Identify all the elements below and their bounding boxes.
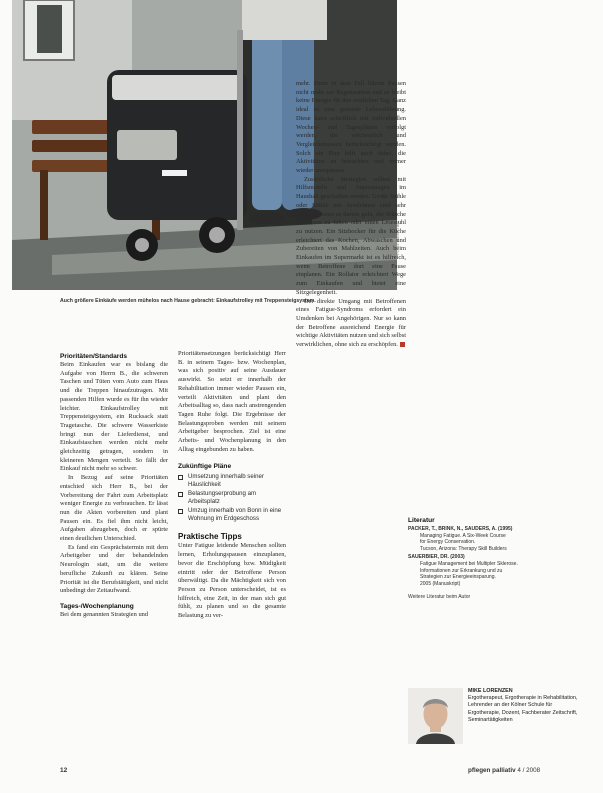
paragraph-col3-c: Der direkte Umgang mit Betroffenen eines Fatigue-Syndroms erfordert ein Umdenken bei Angehörigen. Nur so kann der Betroffene ausreichend Energie für wichtige Aktivitäten nutzen und sich selbst verwirklichen, ohne sich zu erschöpfen. [296, 297, 406, 349]
goals-list [178, 473, 286, 523]
checkbox-icon [178, 492, 183, 497]
paragraph-col3-b: Zusätzliche Strategien sollten mit Hilfsmitteln und Anpassungen im Haushalt geschaffen werden. Große Stühle oder Stühle mit Armlehnen sind sehr nützlich, wenn es darum geht, die Wäsche im Sitzen zu falten oder einen Lesestuhl zu nutzen. Ein Sitzhocker für die Küche erleichtert das Kochen, Abwaschen und Zubereiten von Mahlzeiten. Auch beim Einkaufen im Supermarkt ist es hilfreich, wenn Betroffene dort eine Pause einplanen. Ein Rollator erleichtert Wege zum Einkaufen und bietet eine Sitzgelegenheit. [296, 175, 406, 296]
paragraph-tages: Bei dem genannten Strategien und [60, 610, 149, 618]
literature-box [408, 517, 568, 600]
author-bio [468, 688, 578, 724]
author-name: MIKE LORENZEN [468, 688, 513, 694]
journal-footer [468, 767, 540, 774]
paragraph-col3-a: mehr. Denn in dem Fall führen Pausen nicht mehr zur Regeneration und es bleibt keine Energie für den restlichen Tag. Ganz ideal ist eine gesunde Lebensführung. Diese kann schriftlich mit individuellen Wochen- und Tagesplänen verfolgt werden, die wöchentlich und Vergleichsmessen berücksichtigt werden. Solch ein Plan hilft auch dabei, die Aktivitäten zu betrachten und immer wieder anzupassen. [296, 80, 406, 175]
photo-caption: Auch größere Einkäufe werden mühelos nach Hause gebracht: Einkaufstrolley mit Treppensteigsystem. [60, 298, 316, 304]
literature-entry: PACKER, T., BRINK, N., SAUDERS, A. (1995) Managing Fatigue. A Six-Week Course for Energy Conservation. Tucson, Arizona: Therapy Skill Builders [408, 526, 513, 552]
column-3 [296, 80, 406, 350]
goal-item: Umsetzung innerhalb seiner Häuslichkeit [178, 473, 286, 489]
goal-item: Umzug innerhalb von Bonn in eine Wohnung im Erdgeschoss [178, 507, 286, 523]
goal-item: Belastungserprobung am Arbeitsplatz [178, 490, 286, 506]
checkbox-icon [178, 509, 183, 514]
author-description: Ergotherapeut, Ergotherapie in Rehabilitation, Lehrender an der Kölner Schule für Ergotherapie, Dozent, Fachberater Zeitschrift, Seminartätigkeiten [468, 695, 578, 723]
paragraph-col2-cont: Prioritätensetzungen berücksichtigt Herr B. in seinem Tages- bzw. Wochenplan, was sich positiv auf seine Ausdauer auswirkt. So setzt er innerhalb der Rehabilitation immer wieder Pausen ein, verteilt Aktivitäten und plant den Arbeitsalltag so, dass nach anstrengenden Tagen Ruhe folgt. Die Ergebnisse der Belastungsproben werden mit seinem Arbeitgeber besprochen. Ziel ist eine Arbeits- und Wochenplanung in den Alltag eingebunden zu haben. [178, 350, 286, 453]
journal-name: pflegen palliativ [468, 767, 516, 774]
heading-tages: Tages-/Wochenplanung [60, 602, 134, 610]
author-box [408, 688, 578, 744]
paragraph-prioritaeten: Beim Einkaufen war es bislang die Aufgabe von Herrn B., die schweren Taschen und Tüten vom Auto zum Haus und die Treppen hinaufzutragen. Mit passenden Hilfen wurde es für ihn wieder leichter. Einkaufstrolley mit Treppensteigsystem, ein Rucksack statt Tragetasche. Die schwere Wasserkiste bringt nun der Lieferdienst, und Einkaufstaschen werden nicht mehr gleichzeitig getragen, sondern in kleineren Mengen verteilt. So fällt der Einkauf nicht mehr so schwer. [60, 361, 168, 473]
literature-entry: SAUERBIER, DR. (2003) Fatigue Management bei Multipler Sklerose. Informationen zur Erkrankung und zu Strategien zur Energieeinsparung. 2005 (Manuskript) [408, 554, 518, 587]
column-1 [60, 350, 168, 620]
end-mark-icon [400, 342, 405, 347]
heading-prioritaeten: Prioritäten/Standards [60, 353, 128, 360]
heading-tipps: Praktische Tipps [178, 532, 242, 542]
literature-heading: Literatur [408, 517, 435, 524]
photo-credit: FOTO: HIERSTIEL [395, 221, 400, 255]
heading-ziele: Zukünftige Pläne [178, 463, 232, 471]
literature-note: Weitere Literatur beim Autor [408, 594, 471, 601]
paragraph-trolley: In Bezug auf seine Prioritäten entschied sich Herr B., bei der Vorbereitung der Fahrt zum Arbeitsplatz weniger Energie zu verbrauchen. Er lässt nun die Akten vorbereiten und plant Pausen ein. Es fiel ihm nicht leicht, Aufgaben abzugeben, doch er spürte einen deutlichen Unterschied. [60, 474, 168, 543]
checkbox-icon [178, 475, 183, 480]
paragraph-gespraech: Es fand ein Gesprächstermin mit dem Arbeitgeber und der behandelnden Neurologin statt, um die weitere berufliche Zukunft zu klären. Seine Priorität ist die Berufstätigkeit, und nicht unbedingt der Zeitaufwand. [60, 543, 168, 595]
page-number: 12 [60, 767, 68, 774]
column-2 [178, 350, 286, 621]
portrait-illustration [408, 688, 463, 744]
paragraph-tipps: Unter Fatigue leidende Menschen sollten lernen, Erholungspausen einzuplanen, bevor die Erschöpfung bzw. Müdigkeit eintritt oder der Betroffene Person überwältigt. Da die Mächtigkeit sich von Person zu Person unterscheidet, ist es hilfreich, eine Zeit, in der man sich gut fühlt, zu planen und so die gesamte Belastung zu ver- [178, 542, 286, 620]
journal-issue: 4 / 2008 [517, 767, 541, 774]
author-portrait [408, 688, 463, 744]
